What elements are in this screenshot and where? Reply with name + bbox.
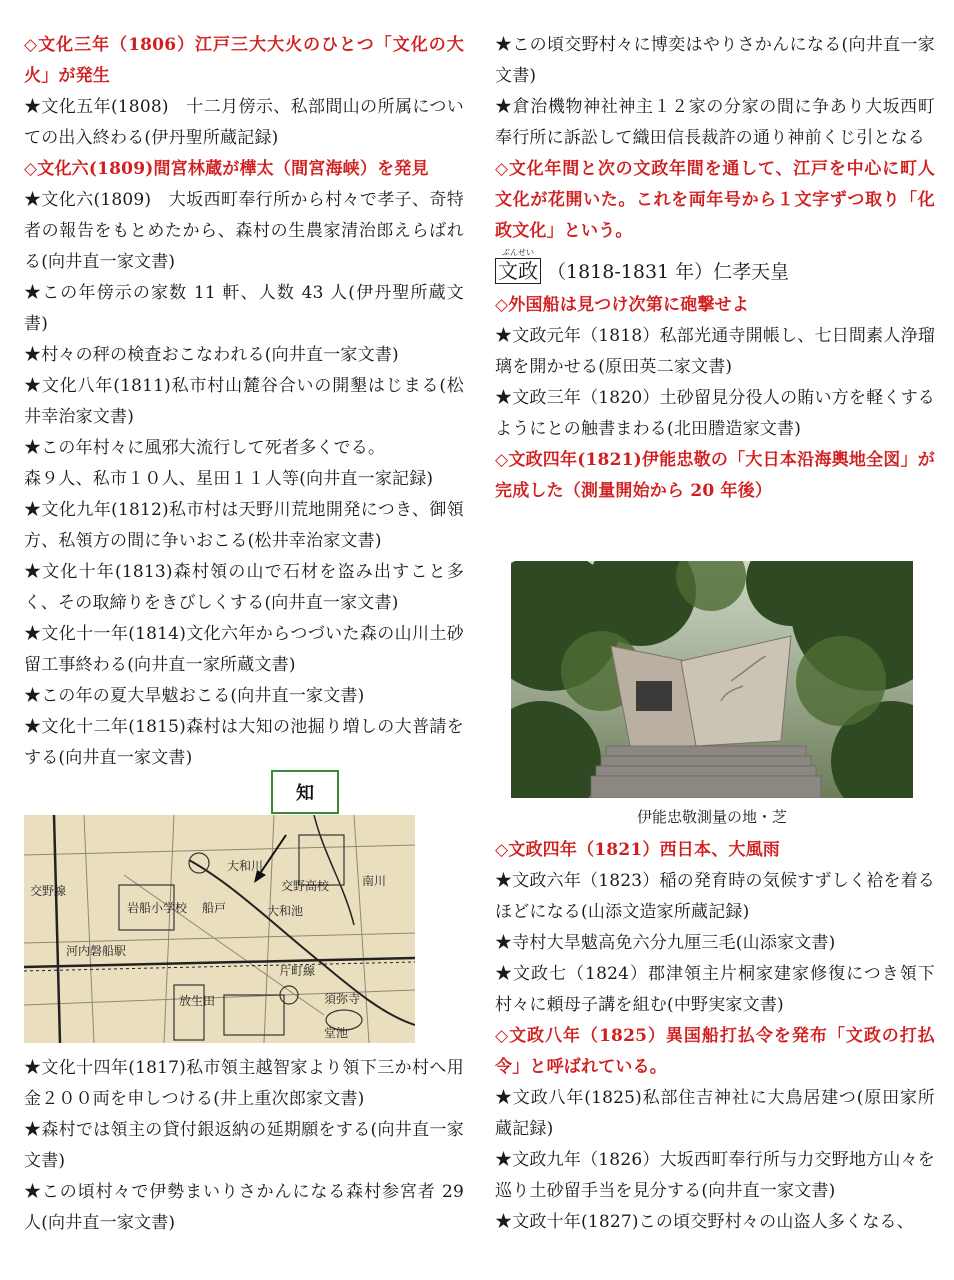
chronology-entry: ★倉治機物神社神主１２家の分家の間に争あり大坂西町奉行所に訴訟して織田信長裁許の通り神前くじ引となる (495, 97, 935, 148)
chronology-entry: ★文政九年（1826）大坂西町奉行所与力交野地方山々を巡り土砂留手当を見分する(向井直一家文書) (495, 1150, 935, 1201)
highlight-entry: ◇外国船は見つけ次第に砲撃せよ (495, 295, 750, 315)
chronology-entry: ★村々の秤の検査おこなわれる(向井直一家文書) (24, 345, 399, 365)
era-ruby: ぶんせい (502, 248, 534, 257)
chronology-entry: ★文政十年(1827)この頃交野村々の山盗人多くなる、 (495, 1212, 914, 1232)
chronology-entry: ★文化十年(1813)森村領の山で石材を盗み出すこと多く、その取締りをきびしくする(向井直一家文書) (24, 562, 464, 613)
chronology-entry: ★この頃村々で伊勢まいりさかんになる森村参宮者 29 人(向井直一家文書) (24, 1182, 464, 1233)
map-label-sumaji: 須弥寺 (324, 992, 361, 1006)
chronology-entry: ★この年傍示の家数 11 軒、人数 43 人(伊丹聖所蔵文書) (24, 283, 464, 334)
map-drawing (24, 815, 415, 1043)
chronology-entry: ★文化八年(1811)私市村山麓谷合いの開墾はじまる(松井幸治家文書) (24, 376, 464, 427)
highlight-entry: ◇文政四年(1821)伊能忠敬の「大日本沿海輿地全図」が完成した（測量開始から 20 年後） (495, 450, 935, 501)
chronology-entry: ★文化十二年(1815)森村は大知の池掘り増しの大普請をする(向井直一家文書) (24, 717, 464, 768)
highlight-entry: ◇文化六(1809)間宮林蔵が樺太（間宮海峡）を発見 (24, 159, 429, 179)
left-column (24, 30, 464, 774)
chronology-entry: ★文政七（1824）郡津領主片桐家建家修復につき領下村々に頼母子講を組む(中野実家文書) (495, 964, 935, 1015)
area-map (24, 815, 415, 1043)
chronology-entry: ★文政元年（1818）私部光通寺開帳し、七日間素人浄瑠璃を開かせる(原田英二家文書) (495, 326, 935, 377)
era-years: （1818-1831 年）仁孝天皇 (547, 261, 790, 283)
map-label-koya-high: 交野高校 (281, 879, 330, 893)
highlight-entry: ◇文化三年（1806）江戸三大大火のひとつ「文化の大火」が発生 (24, 35, 464, 86)
map-label-yamato-pond: 大和池 (267, 904, 304, 918)
chronology-entry: ★この頃交野村々に博奕はやりさかんになる(向井直一家文書) (495, 35, 935, 86)
map-label-iwafune-school: 岩船小学校 (127, 901, 188, 915)
chronology-entry: ★文化六(1809) 大坂西町奉行所から村々で孝子、奇特者の報告をもとめたから、森村の生農家清治郎えらばれる(向井直一家文書) (24, 190, 464, 272)
chronology-entry: ★文政八年(1825)私部住吉神社に大鳥居建つ(原田家所蔵記録) (495, 1088, 935, 1139)
chronology-entry: ★森村では領主の貸付銀返納の延期願をする(向井直一家文書) (24, 1120, 464, 1171)
ino-tadataka-monument-photo (511, 561, 913, 798)
chronology-entry: ★文政三年（1820）土砂留見分役人の賄い方を軽くするようにとの触書まわる(北田謄造家文書) (495, 388, 935, 439)
era-name: 文政 (498, 259, 538, 283)
highlight-entry: ◇文政四年（1821）西日本、大風雨 (495, 840, 780, 860)
highlight-entry: ◇文化年間と次の文政年間を通して、江戸を中心に町人文化が花開いた。これを両年号から１文字ずつ取り「化政文化」という。 (495, 159, 935, 241)
chronology-entry: ★文化九年(1812)私市村は天野川荒地開発につき、御領方、私領方の間に争いおこる(松井幸治家文書) (24, 500, 464, 551)
photo-caption: 伊能忠敬測量の地・芝 (636, 808, 787, 826)
chronology-entry: ★寺村大旱魃高免六分九厘三毛(山添家文書) (495, 933, 836, 953)
map-label-minami: 南川 (362, 874, 387, 888)
right-lower-column (495, 835, 935, 1238)
map-label-hoseda: 放生田 (179, 994, 216, 1008)
chronology-entry: ★文化十四年(1817)私市領主越智家より領下三か村へ用金２００両を申しつける(井上重次郎家文書) (24, 1058, 464, 1109)
map-label-katamachi-line: 片町線 (279, 964, 316, 978)
chronology-entry: ★文化五年(1808) 十二月傍示、私部間山の所属についての出入終わる(伊丹聖所蔵記録) (24, 97, 464, 148)
map-label-katano-line: 交野線 (30, 884, 67, 898)
chronology-entry: ★文化十一年(1814)文化六年からつづいた森の山川土砂留工事終わる(向井直一家所蔵文書) (24, 624, 464, 675)
era-heading (495, 248, 935, 284)
highlight-entry: ◇文政八年（1825）異国船打払令を発布「文政の打払令」と呼ばれている。 (495, 1026, 935, 1077)
chronology-entry: ★文政六年（1823）稲の発育時の気候すずしく袷を着るほどになる(山添文造家所蔵記録) (495, 871, 935, 922)
chronology-entry: ★この年村々に風邪大流行して死者多くでる。 (24, 438, 386, 458)
chronology-entry: ★この年の夏大旱魃おこる(向井直一家文書) (24, 686, 365, 706)
map-label-kawachi-station: 河内磐船駅 (66, 944, 127, 958)
map-label-yamatogawa: 大和川 (227, 859, 264, 873)
map-label-funado: 船戸 (202, 901, 227, 915)
era-name-box (495, 248, 541, 284)
chronology-entry: 森９人、私市１０人、星田１１人等(向井直一家記録) (24, 469, 434, 489)
chi-label-box: 知 (271, 770, 339, 814)
right-column (495, 30, 935, 507)
map-label-dopond: 堂池 (324, 1026, 349, 1040)
left-lower-column (24, 1053, 464, 1239)
